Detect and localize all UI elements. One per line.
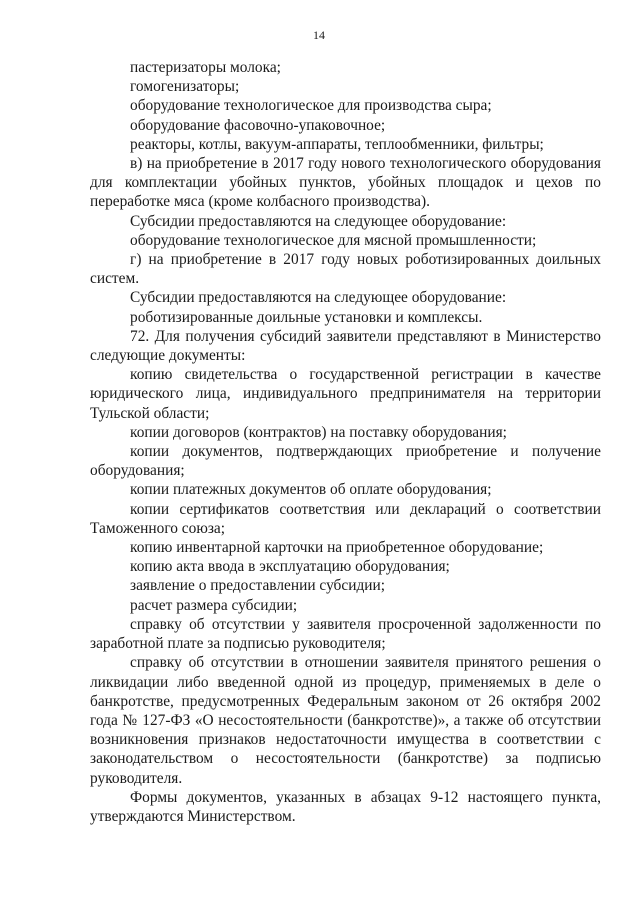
- paragraph: копию акта ввода в эксплуатацию оборудования;: [130, 558, 450, 576]
- paragraph: копию свидетельства о государственной регистрации в качестве юридического лица, индивидуального предпринимателя на территории Тульской области;: [90, 366, 601, 422]
- paragraph: оборудование фасовочно-упаковочное;: [130, 116, 386, 134]
- paragraph: копии документов, подтверждающих приобретение и получение оборудования;: [90, 443, 601, 480]
- paragraph: справку об отсутствии у заявителя просроченной задолженности по заработной плате за подписью руководителя;: [90, 615, 601, 653]
- paragraph: копии сертификатов соответствия или деклараций о соответствии Таможенного союза;: [90, 500, 601, 537]
- paragraph: Формы документов, указанных в абзацах 9-12 настоящего пункта, утверждаются Министерством.: [90, 788, 601, 825]
- paragraph: в) на приобретение в 2017 году нового технологического оборудования для комплектации убойных пунктов, убойных площадок и цехов по переработке мяса (кроме колбасного производства).: [90, 155, 601, 211]
- paragraph: реакторы, котлы, вакуум-аппараты, теплообменники, фильтры;: [130, 135, 544, 153]
- paragraph: 72. Для получения субсидий заявители представляют в Министерство следующие документы:: [90, 327, 601, 365]
- paragraph: расчет размера субсидии;: [130, 596, 298, 614]
- paragraph: оборудование технологическое для производства сыра;: [130, 97, 492, 115]
- paragraph: гомогенизаторы;: [130, 78, 240, 96]
- paragraph: справку об отсутствии в отношении заявителя принятого решения о ликвидации либо введенной одной из процедур, применяемых в деле о банкротстве, предусмотренных Федеральным законом от 26 октября 2002 года № 127-ФЗ «О несостоятельности (банкротстве)», а также об отсутствии возникновения признаков недостаточности имущества в соответствии с законодательством о несостоятельности (банкротстве) за подписью руководителя.: [90, 654, 601, 787]
- paragraph: роботизированные доильные установки и комплексы.: [130, 308, 483, 326]
- paragraph: заявление о предоставлении субсидии;: [130, 577, 386, 595]
- paragraph: копии договоров (контрактов) на поставку оборудования;: [130, 423, 507, 441]
- paragraph: пастеризаторы молока;: [130, 59, 281, 76]
- paragraph: г) на приобретение в 2017 году новых роботизированных доильных систем.: [90, 251, 601, 288]
- paragraph: Субсидии предоставляются на следующее оборудование:: [130, 289, 507, 307]
- page-number: 14: [313, 28, 325, 42]
- paragraph: копию инвентарной карточки на приобретенное оборудование;: [130, 539, 544, 557]
- paragraph: оборудование технологическое для мясной промышленности;: [130, 231, 537, 249]
- document-body: [90, 58, 601, 826]
- paragraph: Субсидии предоставляются на следующее оборудование:: [130, 212, 507, 230]
- paragraph: копии платежных документов об оплате оборудования;: [130, 481, 492, 499]
